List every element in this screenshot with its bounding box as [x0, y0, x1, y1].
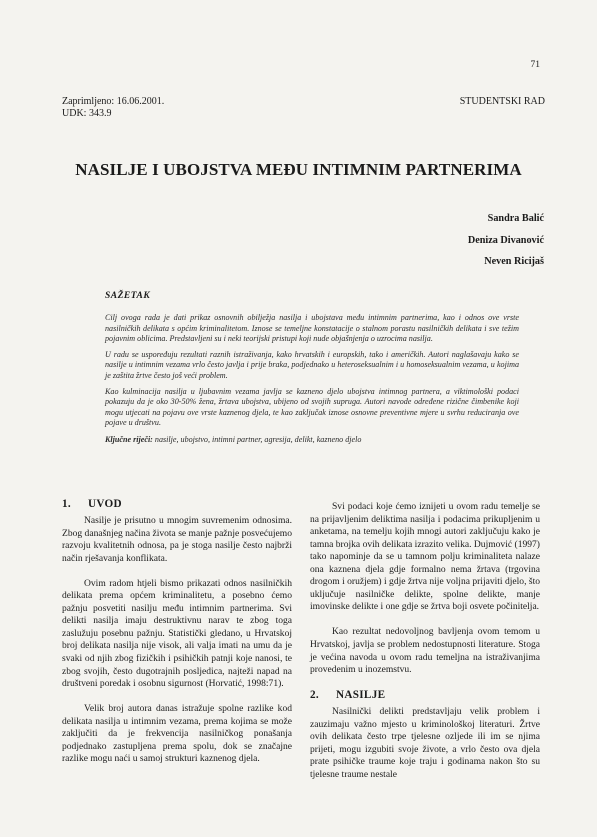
keywords — [105, 435, 519, 444]
right-column — [310, 501, 540, 794]
abstract-heading: SAŽETAK — [105, 291, 151, 301]
abstract-paragraph: Cilj ovoga rada je dati prikaz osnovnih obilježja nasilja i ubojstava među intimnim partnerima, kao i odnos ove vrste nasilničkih delikata s općim kriminalitetom. Iznose se temeljne konstatacije o stalnom porastu nasilničkih delikata i sve težim pojavnim oblicima. Predstavljeni su i neki teorijski pristupi koji nude objašnjenja o uzrocima nasilja. — [105, 313, 519, 344]
author-list — [468, 208, 544, 273]
paper-type: STUDENTSKI RAD — [459, 96, 545, 107]
section-number: 1. — [62, 498, 71, 510]
section-number: 2. — [310, 689, 319, 702]
author: Sandra Balić — [487, 213, 544, 224]
body-paragraph: Velik broj autora danas istražuje spolne razlike kod delikata nasilja u intimnim vezama, prema kojima se može zaključiti da je frekvencija nasilničkog ponašanja podjednako zastupljena prema spolu, dok se značajne razlike mogu naći u samoj strukturi kaznenog djela. — [62, 703, 292, 765]
keywords-list: nasilje, ubojstvo, intimni partner, agresija, delikt, kazneno djelo — [152, 434, 362, 444]
abstract-paragraph: Kao kulminacija nasilja u ljubavnim vezama javlja se kazneno djelo ubojstva intimnog partnera, a viktimološki podaci pokazuju da je oko 30-50% žena, žrtava ubojstva, ubijeno od svojih supruga. Autori navode određene rizične čimbenike koji mogu utjecati na pojavu ove vrste kaznenog djela, te kao zaključak iznose osnovne preventivne mjere u svrhu reduciranja ove pojave u društvu. — [105, 386, 519, 428]
body-paragraph: Svi podaci koje ćemo iznijeti u ovom radu temelje se na prijavljenim deliktima nasilja i podacima prikupljenim u anketama, na temelju kojih mnogi autori zaključuju kako je tamna brojka ovih delikata izrazito velika. Dujmović (1997) tako napominje da se u tamnom polju kriminaliteta nalaze ona kaznena djela gdje formalno nema žrtava (trgovina drogom i oružjem) i gdje žrtva nije voljna prijaviti djelo, što uključuje nasilničke delikte, spolne delikte, manje imovinske delikte i one gdje se žrtva boji osvete počinitelja. — [310, 501, 540, 613]
abstract-paragraph: U radu se uspoređuju rezultati raznih istraživanja, kako hrvatskih i europskih, tako i američkih. Autori naglašavaju kako se nasilje u intimnim vezama vrlo često javlja i prije braka, podjednako u heteroseksualnim i u homoseksualnim vezama, u kojima je zaštita žrtve često još veći problem. — [105, 349, 519, 380]
body-paragraph: Kao rezultat nedovoljnog bavljenja ovom temom u Hrvatskoj, javlja se problem nedostupnosti literature. Stoga je većina navoda u ovom radu temeljna na istraživanjima provedenim u inozemstvu. — [310, 626, 540, 676]
section-heading — [310, 689, 540, 701]
keywords-label: Ključne riječi: — [105, 434, 153, 444]
article-title: NASILJE I UBOJSTVA MEĐU INTIMNIM PARTNERIMA — [75, 160, 522, 179]
section-heading — [62, 498, 292, 510]
body-paragraph: Nasilnički delikti predstavljaju velik problem i zauzimaju važno mjesto u kriminološkoj literaturi. Žrtve ovih delikata često trpe tjelesne ozljede ili im se njima prijeti, mogu izgubiti svoje živote, a vrlo često ova djela prate psihičke traume koje traju i godinama nakon što su tjelesne traume nestale — [310, 706, 540, 780]
body-paragraph: Nasilje je prisutno u mnogim suvremenim odnosima. Zbog današnjeg načina života se manje pažnje posvećujemo razvoju kvalitetnih odnosa, pa je stoga nasilje često najbrži način rješavanja konflikata. — [62, 515, 292, 564]
article-meta — [62, 96, 164, 120]
body-paragraph: Ovim radom htjeli bismo prikazati odnos nasilničkih delikata prema općem kriminalitetu, a posebno ćemo pažnju posvetiti nasilju među intimnim partnerima. Svi delikti nasilja imaju destruktivnu narav te zbog toga zaslužuju posebnu pažnju. Statistički gledano, u Hrvatskoj broj delikata nasilja nije visok, ali valja imati na umu da je svaki od njih zbog fizičkih i psihičkih patnji koje nanosi, te zbog svojih, često dugotrajnih posljedica, najteži napad na društveni poredak i osobnu sigurnost (Horvatić, 1998:71). — [62, 577, 292, 690]
author: Deniza Divanović — [467, 234, 544, 246]
udk-code: UDK: 343.9 — [62, 108, 112, 119]
abstract — [105, 291, 519, 444]
section-title: UVOD — [88, 498, 122, 510]
left-column — [62, 498, 292, 778]
received-date: Zaprimljeno: 16.06.2001. — [62, 96, 165, 107]
author: Neven Ricijaš — [484, 256, 544, 267]
page-number: 71 — [530, 60, 540, 70]
section-title: NASILJE — [336, 689, 386, 702]
